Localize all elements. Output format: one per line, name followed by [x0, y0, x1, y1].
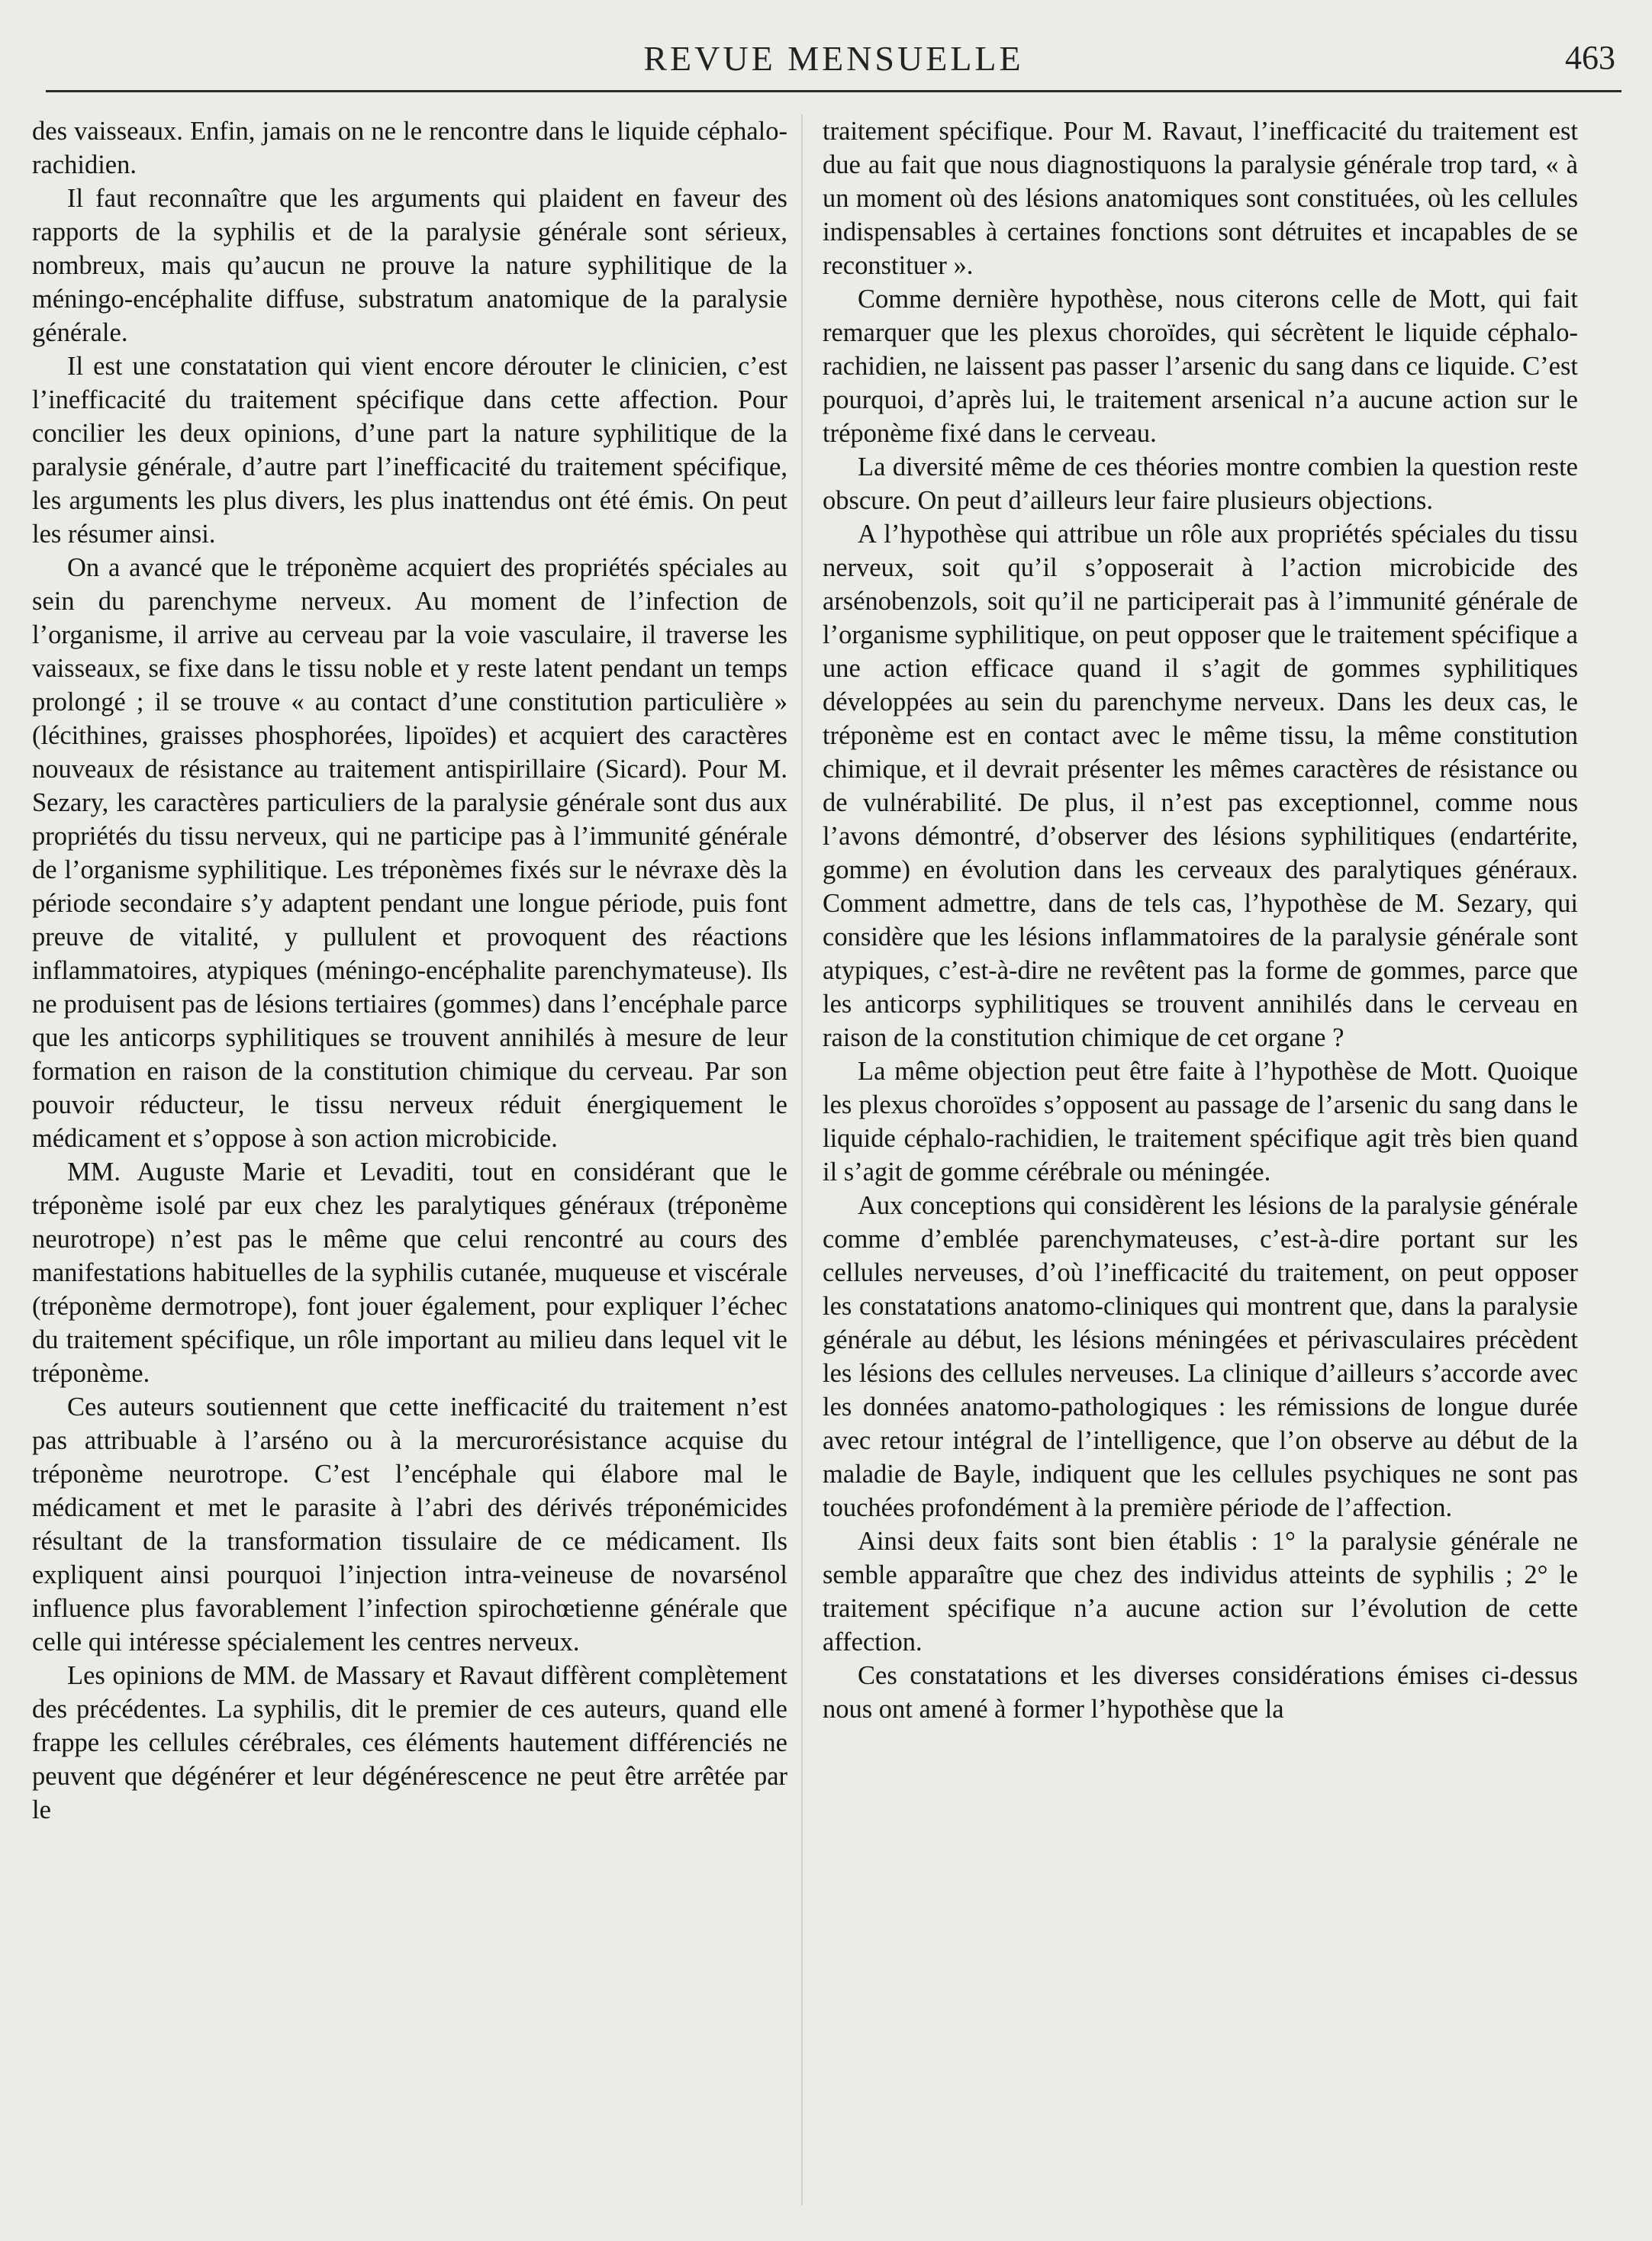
paragraph: Comme dernière hypothèse, nous citerons celle de Mott, qui fait remarquer que les plexus choroïdes, qui sécrètent le liquide céphalo-rachidien, ne laissent pas passer l’arsenic du sang dans ce liquide. C’est pourquoi, d’après lui, le traitement arsenical n’a aucune action sur le tréponème fixé dans le cerveau.	[823, 285, 1578, 448]
paragraph: Aux conceptions qui considèrent les lésions de la paralysie générale comme d’emblée parenchymateuses, c’est-à-dire portant sur les cellules nerveuses, d’où l’inefficacité du traitement, on peut opposer les constatations anatomo-cliniques qui montrent que, dans la paralysie générale au début, les lésions méningées et périvasculaires précèdent les lésions des cellules nerveuses. La clinique d’ailleurs s’accorde avec les données anatomo-pathologiques : les rémissions de longue durée avec retour intégral de l’intelligence, que l’on observe au début de la maladie de Bayle, indiquent que les cellules psychiques ne sont pas touchées profondément à la première période de l’affection.	[823, 1191, 1578, 1522]
paragraph: des vaisseaux. Enfin, jamais on ne le rencontre dans le liquide céphalo-rachidien.	[32, 117, 787, 179]
paragraph: Ainsi deux faits sont bien établis : 1° la paralysie générale ne semble apparaître que chez des individus atteints de syphilis ; 2° le traitement spécifique n’a aucune action sur l’évolution de cette affection.	[823, 1527, 1578, 1657]
page-number: 463	[1565, 39, 1615, 76]
paragraph: Ces auteurs soutiennent que cette inefficacité du traitement n’est pas attribuable à l’arséno ou à la mercurorésistance acquise du tréponème neurotrope. C’est l’encéphale qui élabore mal le médicament et met le parasite à l’abri des dérivés tréponémicides résultant de la transformation tissulaire de ce médicament. Ils expliquent ainsi pourquoi l’injection intra-veineuse de novarsénol influence plus favorablement l’infection spirochœtienne générale que celle qui intéresse spécialement les centres nerveux.	[32, 1393, 787, 1657]
paragraph: Les opinions de MM. de Massary et Ravaut diffèrent complètement des précédentes. La syphilis, dit le premier de ces auteurs, quand elle frappe les cellules cérébrales, ces éléments hautement différenciés ne peuvent que dégénérer et leur dégénérescence ne peut être arrêtée par le	[32, 1661, 787, 1824]
page-header	[46, 31, 1621, 92]
paragraph: A l’hypothèse qui attribue un rôle aux propriétés spéciales du tissu nerveux, soit qu’il s’opposerait à l’action microbicide des arsénobenzols, soit qu’il ne participerait pas à l’immunité générale de l’organisme syphilitique, on peut opposer que le traitement spécifique a une action efficace quand il s’agit de gommes syphilitiques développées au sein du parenchyme nerveux. Dans les deux cas, le tréponème est en contact avec le même tissu, la même constitution chimique, et il devrait présenter les mêmes caractères de résistance ou de vulnérabilité. De plus, il n’est pas exceptionnel, comme nous l’avons démontré, d’observer des lésions syphilitiques (endartérite, gomme) en évolution dans les cerveaux des paralytiques généraux. Comment admettre, dans de tels cas, l’hypothèse de M. Sezary, qui considère que les lésions inflammatoires de la paralysie générale sont atypiques, c’est-à-dire ne revêtent pas la forme de gommes, parce que les anticorps syphilitiques se trouvent annihilés dans le cerveau en raison de la constitution chimique de cet organe ?	[823, 520, 1578, 1052]
paragraph: La diversité même de ces théories montre combien la question reste obscure. On peut d’ailleurs leur faire plusieurs objections.	[823, 452, 1578, 515]
paragraph: Il est une constatation qui vient encore dérouter le clinicien, c’est l’inefficacité du traitement spécifique dans cette affection. Pour concilier les deux opinions, d’une part la nature syphilitique de la paralysie générale, d’autre part l’inefficacité du traitement spécifique, les arguments les plus divers, les plus inattendus ont été émis. On peut les résumer ainsi.	[32, 352, 787, 549]
right-column	[823, 114, 1578, 2205]
paragraph: La même objection peut être faite à l’hypothèse de Mott. Quoique les plexus choroïdes s’opposent au passage de l’arsenic du sang dans le liquide céphalo-rachidien, le traitement spécifique agit très bien quand il s’agit de gomme cérébrale ou méningée.	[823, 1057, 1578, 1187]
left-column	[32, 114, 787, 2205]
running-title: REVUE MENSUELLE	[643, 39, 1024, 78]
paragraph: MM. Auguste Marie et Levaditi, tout en considérant que le tréponème isolé par eux chez les paralytiques généraux (tréponème neurotrope) n’est pas le même que celui rencontré au cours des manifestations habituelles de la syphilis cutanée, muqueuse et viscérale (tréponème dermotrope), font jouer également, pour expliquer l’échec du traitement spécifique, un rôle important au milieu dans lequel vit le tréponème.	[32, 1158, 787, 1388]
header-rule	[46, 90, 1621, 92]
paragraph: traitement spécifique. Pour M. Ravaut, l’inefficacité du traitement est due au fait que nous diagnostiquons la paralysie générale trop tard, « à un moment où des lésions anatomiques sont constituées, où les cellules indispensables à certaines fonctions sont détruites et incapables de se reconstituer ».	[823, 117, 1578, 280]
paragraph: Ces constatations et les diverses considérations émises ci-dessus nous ont amené à former l’hypothèse que la	[823, 1661, 1578, 1724]
paragraph: Il faut reconnaître que les arguments qui plaident en faveur des rapports de la syphilis et de la paralysie générale sont sérieux, nombreux, mais qu’aucun ne prouve la nature syphilitique de la méningo-encéphalite diffuse, substratum anatomique de la paralysie générale.	[32, 184, 787, 347]
column-divider	[801, 114, 803, 2205]
paragraph: On a avancé que le tréponème acquiert des propriétés spéciales au sein du parenchyme nerveux. Au moment de l’infection de l’organisme, il arrive au cerveau par la voie vasculaire, il traverse les vaisseaux, se fixe dans le tissu noble et y reste latent pendant un temps prolongé ; il se trouve « au contact d’une constitution particulière » (lécithines, graisses phosphorées, lipoïdes) et acquiert des caractères nouveaux de résistance au traitement antispirillaire (Sicard). Pour M. Sezary, les caractères particuliers de la paralysie générale sont dus aux propriétés du tissu nerveux, qui ne participe pas à l’immunité générale de l’organisme syphilitique. Les tréponèmes fixés sur le névraxe dès la période secondaire s’y adaptent pendant une longue période, puis font preuve de vitalité, y pullulent et provoquent des réactions inflammatoires, atypiques (méningo-encéphalite parenchymateuse). Ils ne produisent pas de lésions tertiaires (gommes) dans l’encéphale parce que les anticorps syphilitiques se trouvent annihilés à mesure de leur formation en raison de la constitution chimique du cerveau. Par son pouvoir réducteur, le tissu nerveux réduit énergiquement le médicament et s’oppose à son action microbicide.	[32, 553, 787, 1153]
